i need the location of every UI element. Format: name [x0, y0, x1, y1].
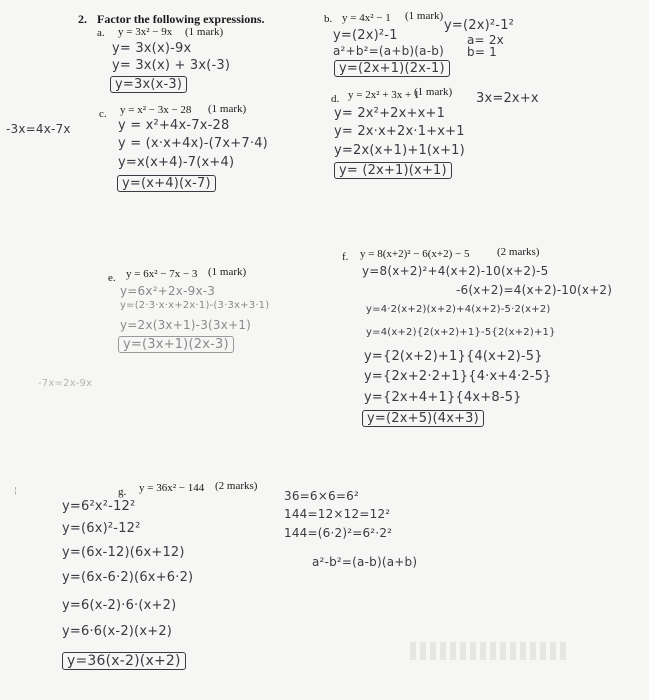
part-g-label: g. [118, 486, 127, 498]
part-g-side-work-4: a²-b²=(a-b)(a+b) [312, 555, 418, 569]
part-e-expression: y = 6x² − 7x − 3 [126, 268, 198, 280]
part-e-marks: (1 mark) [208, 266, 247, 278]
part-d-work-2: y= 2x·x+2x·1+x+1 [334, 124, 465, 139]
part-g-side-work-2: 144=12×12=12² [284, 507, 391, 521]
part-c-answer: y=(x+4)(x-7) [117, 175, 216, 192]
part-a-work-2: y= 3x(x) + 3x(-3) [112, 58, 231, 73]
part-b-work-1: y=(2x)²-1 [333, 28, 398, 43]
part-c-work-1: y = x²+4x-7x-28 [118, 118, 230, 133]
part-b-side-work-1: y=(2x)²-1² [444, 18, 515, 33]
part-g-side-work-1: 36=6×6=6² [284, 489, 359, 503]
part-c-label: c. [99, 108, 107, 120]
part-d-work-1: y= 2x²+2x+x+1 [334, 106, 446, 121]
part-g-work-5: y=6(x-2)·6·(x+2) [62, 598, 177, 613]
part-a-work-1: y= 3x(x)-9x [112, 41, 192, 56]
part-g-work-4: y=(6x-6·2)(6x+6·2) [62, 570, 194, 585]
part-f-expression: y = 8(x+2)² − 6(x+2) − 5 [360, 248, 470, 260]
part-b-work-2: a²+b²=(a+b)(a-b) [333, 44, 444, 58]
part-a-expression: y = 3x² − 9x [118, 26, 173, 38]
part-a-answer: y=3x(x-3) [110, 76, 187, 93]
question-instruction: Factor the following expressions. [97, 12, 265, 26]
part-g-expression: y = 36x² − 144 [139, 482, 205, 494]
part-f-work-2: -6(x+2)=4(x+2)-10(x+2) [456, 283, 613, 297]
part-f-work-1: y=8(x+2)²+4(x+2)-10(x+2)-5 [362, 264, 549, 278]
part-b-label: b. [324, 13, 333, 25]
part-c-marks: (1 mark) [208, 103, 247, 115]
part-f-work-3: y=4·2(x+2)(x+2)+4(x+2)-5·2(x+2) [366, 304, 551, 315]
part-d-side-note: 3x=2x+x [476, 91, 539, 106]
part-g-answer: y=36(x-2)(x+2) [62, 652, 186, 670]
part-f-work-5: y={2(x+2)+1}{4(x+2)-5} [364, 349, 543, 364]
part-e-label: e. [108, 272, 116, 284]
part-d-marks: (1 mark) [414, 86, 453, 98]
part-b-side-work-3: b= 1 [467, 45, 497, 59]
part-c-margin-note: -3x=4x-7x [6, 122, 71, 136]
part-a-marks: (1 mark) [185, 26, 224, 38]
part-g-work-2: y=(6x)²-12² [62, 521, 141, 536]
part-f-work-6: y={2x+2·2+1}{4·x+4·2-5} [364, 369, 552, 384]
part-d-work-3: y=2x(x+1)+1(x+1) [334, 143, 465, 158]
part-g-side-work-3: 144=(6·2)²=6²·2² [284, 526, 393, 540]
part-b-answer: y=(2x+1)(2x-1) [334, 60, 450, 77]
part-d-answer: y= (2x+1)(x+1) [334, 162, 452, 179]
part-b-expression: y = 4x² − 1 [342, 12, 391, 24]
part-e-answer: y=(3x+1)(2x-3) [118, 336, 234, 353]
part-f-label: f. [342, 251, 349, 263]
part-e-work-2: y=(2·3·x·x+2x·1)-(3·3x+3·1) [120, 300, 270, 311]
margin-tick: ¦ [14, 486, 17, 495]
part-f-marks: (2 marks) [497, 246, 540, 258]
part-e-work-3: y=2x(3x+1)-3(3x+1) [120, 318, 252, 332]
part-d-expression: y = 2x² + 3x + 1 [348, 89, 420, 101]
part-g-work-6: y=6·6(x-2)(x+2) [62, 624, 173, 639]
part-c-work-2: y = (x·x+4x)-(7x+7·4) [118, 136, 268, 151]
part-f-answer: y=(2x+5)(4x+3) [362, 410, 484, 427]
question-number: 2. [78, 12, 87, 26]
part-g-work-1: y=6²x²-12² [62, 499, 136, 514]
part-b-side-work-2: a= 2x [467, 33, 504, 47]
part-d-label: d. [331, 93, 340, 105]
part-c-work-3: y=x(x+4)-7(x+4) [118, 155, 235, 170]
part-e-margin-note: -7x=2x-9x [38, 378, 93, 389]
part-f-work-7: y={2x+4+1}{4x+8-5} [364, 390, 522, 405]
part-g-work-3: y=(6x-12)(6x+12) [62, 545, 185, 560]
part-e-work-1: y=6x²+2x-9x-3 [120, 284, 216, 298]
part-f-work-4: y=4(x+2){2(x+2)+1}-5{2(x+2)+1} [366, 327, 556, 338]
part-g-marks: (2 marks) [215, 480, 258, 492]
part-b-marks: (1 mark) [405, 10, 444, 22]
erased-scribble [410, 642, 570, 660]
part-c-expression: y = x² − 3x − 28 [120, 104, 192, 116]
part-a-label: a. [97, 27, 105, 39]
